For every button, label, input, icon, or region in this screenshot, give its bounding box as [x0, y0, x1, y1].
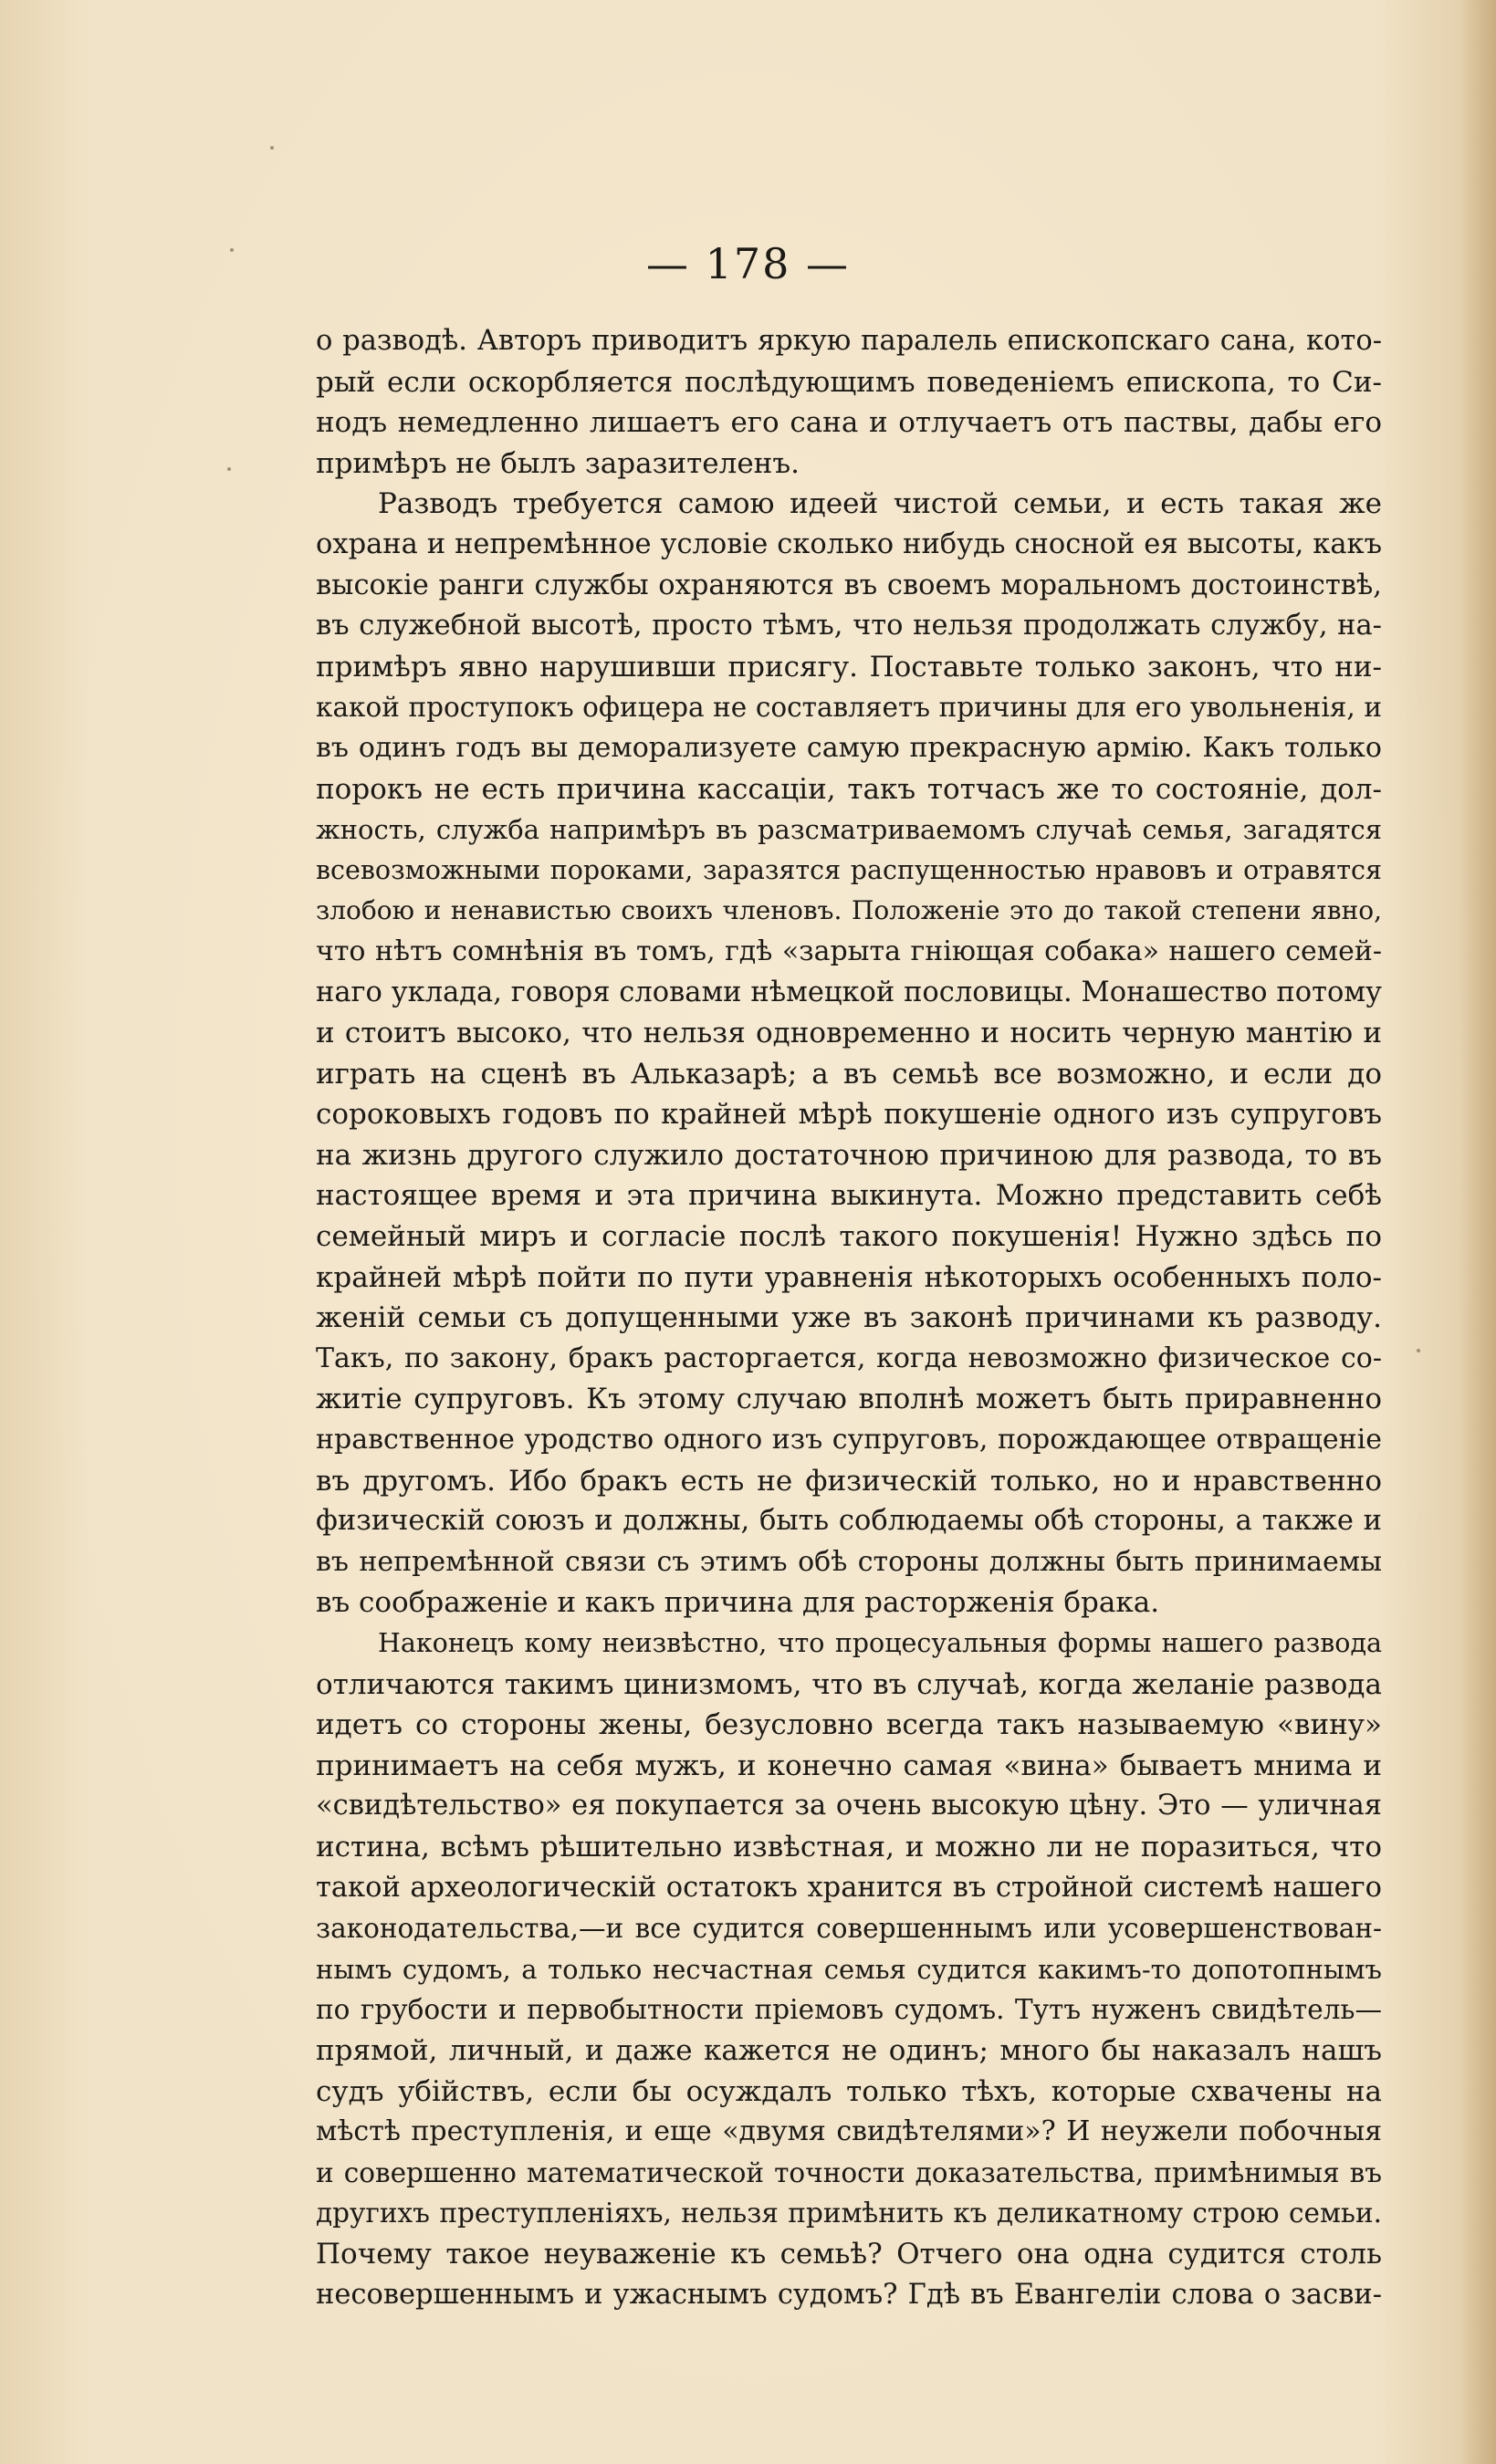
- text-line: Такъ, по закону, бракъ расторгается, когда невозможно физическое со-: [316, 1342, 1382, 1374]
- text-line: истина, всѣмъ рѣшительно извѣстная, и можно ли не поразиться, что: [316, 1830, 1382, 1864]
- text-line: всевозможными пороками, заразятся распущенностью нравовъ и отравятся: [316, 854, 1382, 885]
- text-line: нодъ немедленно лишаетъ его сана и отлучаетъ отъ паствы, дабы его: [316, 406, 1382, 440]
- dust-speck: [227, 467, 231, 471]
- text-line: и стоитъ высоко, что нельзя одновременно и носить черную мантію и: [316, 1017, 1382, 1050]
- dust-speck: [270, 146, 274, 150]
- text-line: судъ убійствъ, если бы осуждалъ только тѣхъ, которые схвачены на: [316, 2074, 1382, 2108]
- text-line: въ одинъ годъ вы деморализуете самую прекрасную армію. Какъ только: [316, 731, 1382, 764]
- text-line: высокіе ранги службы охраняются въ своемъ моральномъ достоинствѣ,: [316, 569, 1382, 601]
- text-line: Разводъ требуется самою идеей чистой семьи, и есть такая же: [378, 487, 1382, 521]
- text-line: жность, служба напримѣръ въ разсматриваемомъ случаѣ семья, загадятся: [316, 814, 1382, 846]
- body-text: [316, 321, 1382, 2315]
- text-line: житіе супруговъ. Къ этому случаю вполнѣ можетъ быть приравненно: [316, 1383, 1382, 1416]
- text-line: несовершеннымъ и ужаснымъ судомъ? Гдѣ въ Евангеліи слова о засви-: [316, 2278, 1382, 2311]
- text-line: въ соображеніе и какъ причина для расторженія брака.: [316, 1586, 1160, 1620]
- text-line: настоящее время и эта причина выкинута. Можно представить себѣ: [316, 1179, 1382, 1213]
- text-line: «свидѣтельство» ея покупается за очень высокую цѣну. Это — уличная: [316, 1790, 1382, 1822]
- text-line: женій семьи съ допущенными уже въ законѣ причинами къ разводу.: [316, 1301, 1382, 1335]
- text-line: идетъ со стороны жены, безусловно всегда такъ называемую «вину»: [316, 1708, 1382, 1742]
- text-line: примѣръ не былъ заразителенъ.: [316, 446, 800, 480]
- text-line: семейный миръ и согласіе послѣ такого покушенія! Нужно здѣсь по: [316, 1220, 1382, 1254]
- text-line: прямой, личный, и даже кажется не одинъ; много бы наказалъ нашъ: [316, 2033, 1382, 2067]
- text-line: въ служебной высотѣ, просто тѣмъ, что нельзя продолжать службу, на-: [316, 610, 1382, 642]
- text-line: отличаются такимъ цинизмомъ, что въ случаѣ, когда желаніе развода: [316, 1667, 1382, 1701]
- page-number: — 178 —: [645, 239, 851, 288]
- text-line: примѣръ явно нарушивши присягу. Поставьте только законъ, что ни-: [316, 650, 1382, 684]
- text-line: нравственное уродство одного изъ супруговъ, порождающее отвращеніе: [316, 1424, 1382, 1456]
- text-line: въ непремѣнной связи съ этимъ обѣ стороны должны быть принимаемы: [316, 1545, 1382, 1578]
- text-line: крайней мѣрѣ пойти по пути уравненія нѣкоторыхъ особенныхъ поло-: [316, 1260, 1382, 1294]
- text-line: нымъ судомъ, а только несчастная семья судится какимъ-то допотопнымъ: [316, 1953, 1382, 1985]
- text-line: наго уклада, говоря словами нѣмецкой пословицы. Монашество потому: [316, 976, 1382, 1008]
- text-line: что нѣтъ сомнѣнія въ томъ, гдѣ «зарыта гніющая собака» нашего семей-: [316, 934, 1382, 967]
- text-line: Почему такое неуваженіе къ семьѣ? Отчего она одна судится столь: [316, 2237, 1382, 2271]
- text-line: о разводѣ. Авторъ приводитъ яркую паралель епископскаго сана, кото-: [316, 325, 1382, 357]
- dust-speck: [1417, 1349, 1420, 1352]
- text-line: въ другомъ. Ибо бракъ есть не физическій только, но и нравственно: [316, 1464, 1382, 1498]
- text-line: законодательства,—и все судится совершеннымъ или усовершенствован-: [316, 1913, 1382, 1945]
- text-line: Наконецъ кому неизвѣстно, что процесуальныя формы нашего развода: [378, 1628, 1382, 1658]
- text-line: по грубости и первобытности пріемовъ судомъ. Тутъ нуженъ свидѣтель—: [316, 1994, 1382, 2026]
- text-line: злобою и ненавистью своихъ членовъ. Положеніе это до такой степени явно,: [316, 895, 1382, 926]
- text-line: охрана и непремѣнное условіе сколько нибудь сносной ея высоты, какъ: [316, 527, 1382, 560]
- text-line: какой проступокъ офицера не составляетъ причины для его увольненія, и: [316, 692, 1382, 724]
- text-line: мѣстѣ преступленія, и еще «двумя свидѣтелями»? И неужели побочныя: [316, 2115, 1382, 2148]
- text-line: другихъ преступленіяхъ, нельзя примѣнить къ деликатному строю семьи.: [316, 2198, 1382, 2229]
- text-line: играть на сценѣ въ Альказарѣ; а въ семьѣ все возможно, и если до: [316, 1057, 1382, 1091]
- text-line: порокъ не есть причина кассаціи, такъ тотчасъ же то состояніе, дол-: [316, 772, 1382, 806]
- text-line: рый если оскорбляется послѣдующимъ поведеніемъ епископа, то Си-: [316, 365, 1382, 399]
- text-line: физическій союзъ и должны, быть соблюдаемы обѣ стороны, а также и: [316, 1505, 1382, 1538]
- text-line: и совершенно математической точности доказательства, примѣнимыя въ: [316, 2156, 1382, 2188]
- text-line: такой археологическій остатокъ хранится въ стройной системѣ нашего: [316, 1871, 1382, 1904]
- text-line: принимаетъ на себя мужъ, и конечно самая «вина» бываетъ мнима и: [316, 1749, 1382, 1782]
- text-line: на жизнь другого служило достаточною причиною для развода, то въ: [316, 1138, 1382, 1172]
- text-line: сороковыхъ годовъ по крайней мѣрѣ покушеніе одного изъ супруговъ: [316, 1098, 1382, 1132]
- page-edge-shadow: [1459, 0, 1496, 2464]
